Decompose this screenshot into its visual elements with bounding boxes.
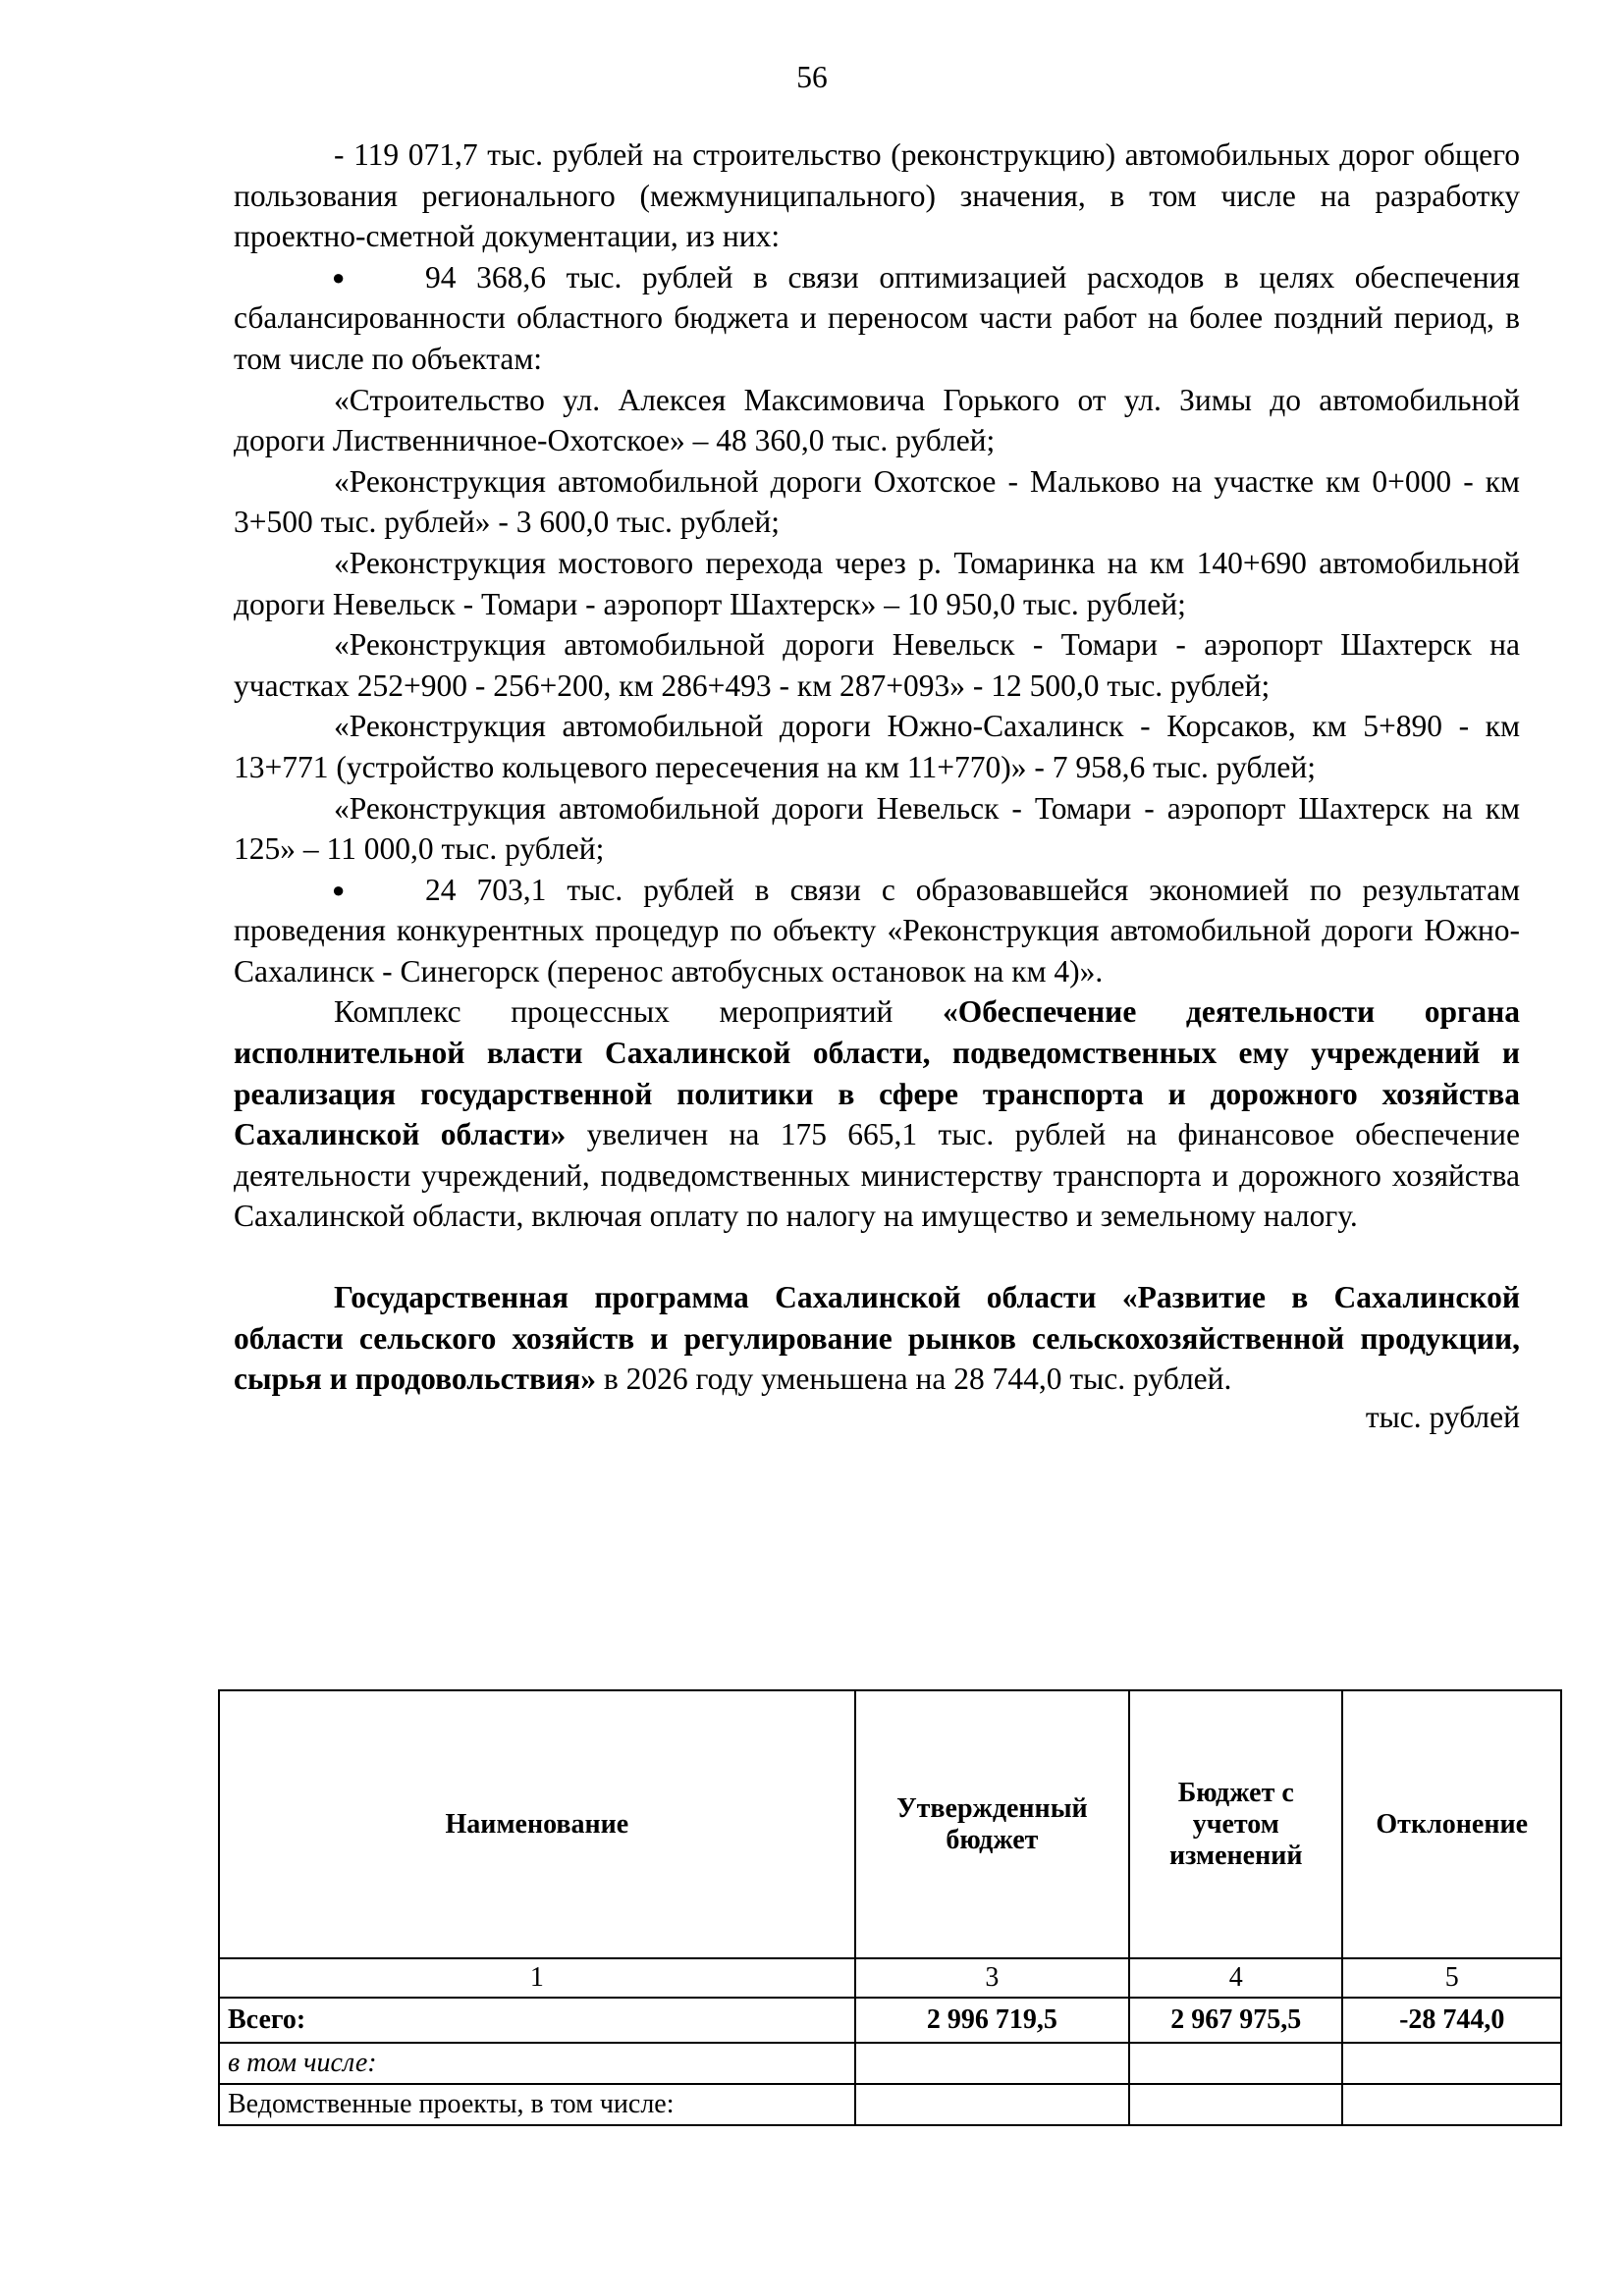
table-unit-label: тыс. рублей	[1365, 1399, 1520, 1434]
budget-table	[218, 1689, 1562, 2126]
bullet-savings	[234, 870, 1520, 992]
page-number: 56	[796, 60, 828, 94]
row-changed: 2 967 975,5	[1129, 1998, 1342, 2043]
table-header-row	[219, 1690, 1561, 1958]
header-approved: Утвержденный бюджет	[855, 1690, 1129, 1958]
state-program-title: Государственная программа Сахалинской области «Развитие в Сахалинской области сельского хозяйств и регулирование рынков сельскохозяйственной продукции, сырья и продовольствия»	[234, 1280, 1520, 1397]
row-changed	[1129, 2043, 1342, 2084]
row-name: Всего:	[219, 1998, 855, 2043]
table-row-departmental-projects	[219, 2084, 1561, 2125]
column-number: 5	[1342, 1958, 1561, 1998]
spacer	[234, 1237, 1520, 1277]
row-deviation	[1342, 2084, 1561, 2125]
column-number-row	[219, 1958, 1561, 1998]
document-body	[234, 134, 1520, 1435]
bullet-optimization-text: 94 368,6 тыс. рублей в связи оптимизацией расходов в целях обеспечения сбалансированности областного бюджета и переносом части работ на более поздний период, в том числе по объектам:	[234, 259, 1520, 376]
paragraph-process-complex: Комплекс процессных мероприятий «Обеспечение деятельности органа исполнительной власти Сахалинской области, подведомственных ему учреждений и реализация государственной политики в сфере транспорта и дорожного хозяйства Сахалинской области» увеличен на 175 665,1 тыс. рублей на финансовое обеспечение деятельности учреждений, подведомственных министерству транспорта и дорожного хозяйства Сахалинской области, включая оплату по налогу на имущество и земельному налогу.	[234, 994, 1520, 1234]
object-tomarinka-bridge: «Реконструкция мостового перехода через р. Томаринка на км 140+690 автомобильной дороги Невельск - Томари - аэропорт Шахтерск» – 10 950,0 тыс. рублей;	[234, 545, 1520, 621]
row-changed	[1129, 2084, 1342, 2125]
header-name: Наименование	[219, 1690, 855, 1958]
header-changed: Бюджет с учетом изменений	[1129, 1690, 1342, 1958]
column-number: 1	[219, 1958, 855, 1998]
row-name: в том числе:	[219, 2043, 855, 2084]
object-nevelsk-tomari-sections: «Реконструкция автомобильной дороги Невельск - Томари - аэропорт Шахтерск на участках 252+900 - 256+200, км 286+493 - км 287+093» - 12 500,0 тыс. рублей;	[234, 627, 1520, 703]
bullet-savings-text: 24 703,1 тыс. рублей в связи с образовавшейся экономией по результатам проведения конкурентных процедур по объекту «Реконструкция автомобильной дороги Южно-Сахалинск - Синегорск (перенос автобусных остановок на км 4)».	[234, 872, 1520, 988]
table-row-including	[219, 2043, 1561, 2084]
object-yuzhno-korsakov: «Реконструкция автомобильной дороги Южно-Сахалинск - Корсаков, км 5+890 - км 13+771 (устройство кольцевого пересечения на км 11+770)» - 7 958,6 тыс. рублей;	[234, 709, 1520, 784]
column-number: 3	[855, 1958, 1129, 1998]
column-number: 4	[1129, 1958, 1342, 1998]
bullet-optimization	[234, 257, 1520, 380]
row-approved: 2 996 719,5	[855, 1998, 1129, 2043]
object-nevelsk-tomari-km125: «Реконструкция автомобильной дороги Невельск - Томари - аэропорт Шахтерск на км 125» – 11 000,0 тыс. рублей;	[234, 790, 1520, 867]
header-deviation: Отклонение	[1342, 1690, 1561, 1958]
row-name: Ведомственные проекты, в том числе:	[219, 2084, 855, 2125]
process-complex-title: «Обеспечение деятельности органа исполнительной власти Сахалинской области, подведомственных ему учреждений и реализация государственной политики в сфере транспорта и дорожного хозяйства Сахалинской области»	[234, 994, 1520, 1152]
row-approved	[855, 2084, 1129, 2125]
paragraph-road-construction: - 119 071,7 тыс. рублей на строительство (реконструкцию) автомобильных дорог общего пользования регионального (межмуниципального) значения, в том числе на разработку проектно-сметной документации, из них:	[234, 137, 1520, 254]
object-gorkogo-street: «Строительство ул. Алексея Максимовича Горького от ул. Зимы до автомобильной дороги Лиственничное-Охотское» – 48 360,0 тыс. рублей;	[234, 382, 1520, 458]
object-okhotskoe-malkovo: «Реконструкция автомобильной дороги Охотское - Мальково на участке км 0+000 - км 3+500 тыс. рублей» - 3 600,0 тыс. рублей;	[234, 463, 1520, 540]
row-deviation: -28 744,0	[1342, 1998, 1561, 2043]
bullet-icon: ●	[332, 877, 346, 902]
row-approved	[855, 2043, 1129, 2084]
table-row-total	[219, 1998, 1561, 2043]
bullet-icon: ●	[332, 264, 346, 290]
paragraph-state-program: Государственная программа Сахалинской области «Развитие в Сахалинской области сельского хозяйств и регулирование рынков сельскохозяйственной продукции, сырья и продовольствия» в 2026 году уменьшена на 28 744,0 тыс. рублей.	[234, 1280, 1520, 1397]
row-deviation	[1342, 2043, 1561, 2084]
